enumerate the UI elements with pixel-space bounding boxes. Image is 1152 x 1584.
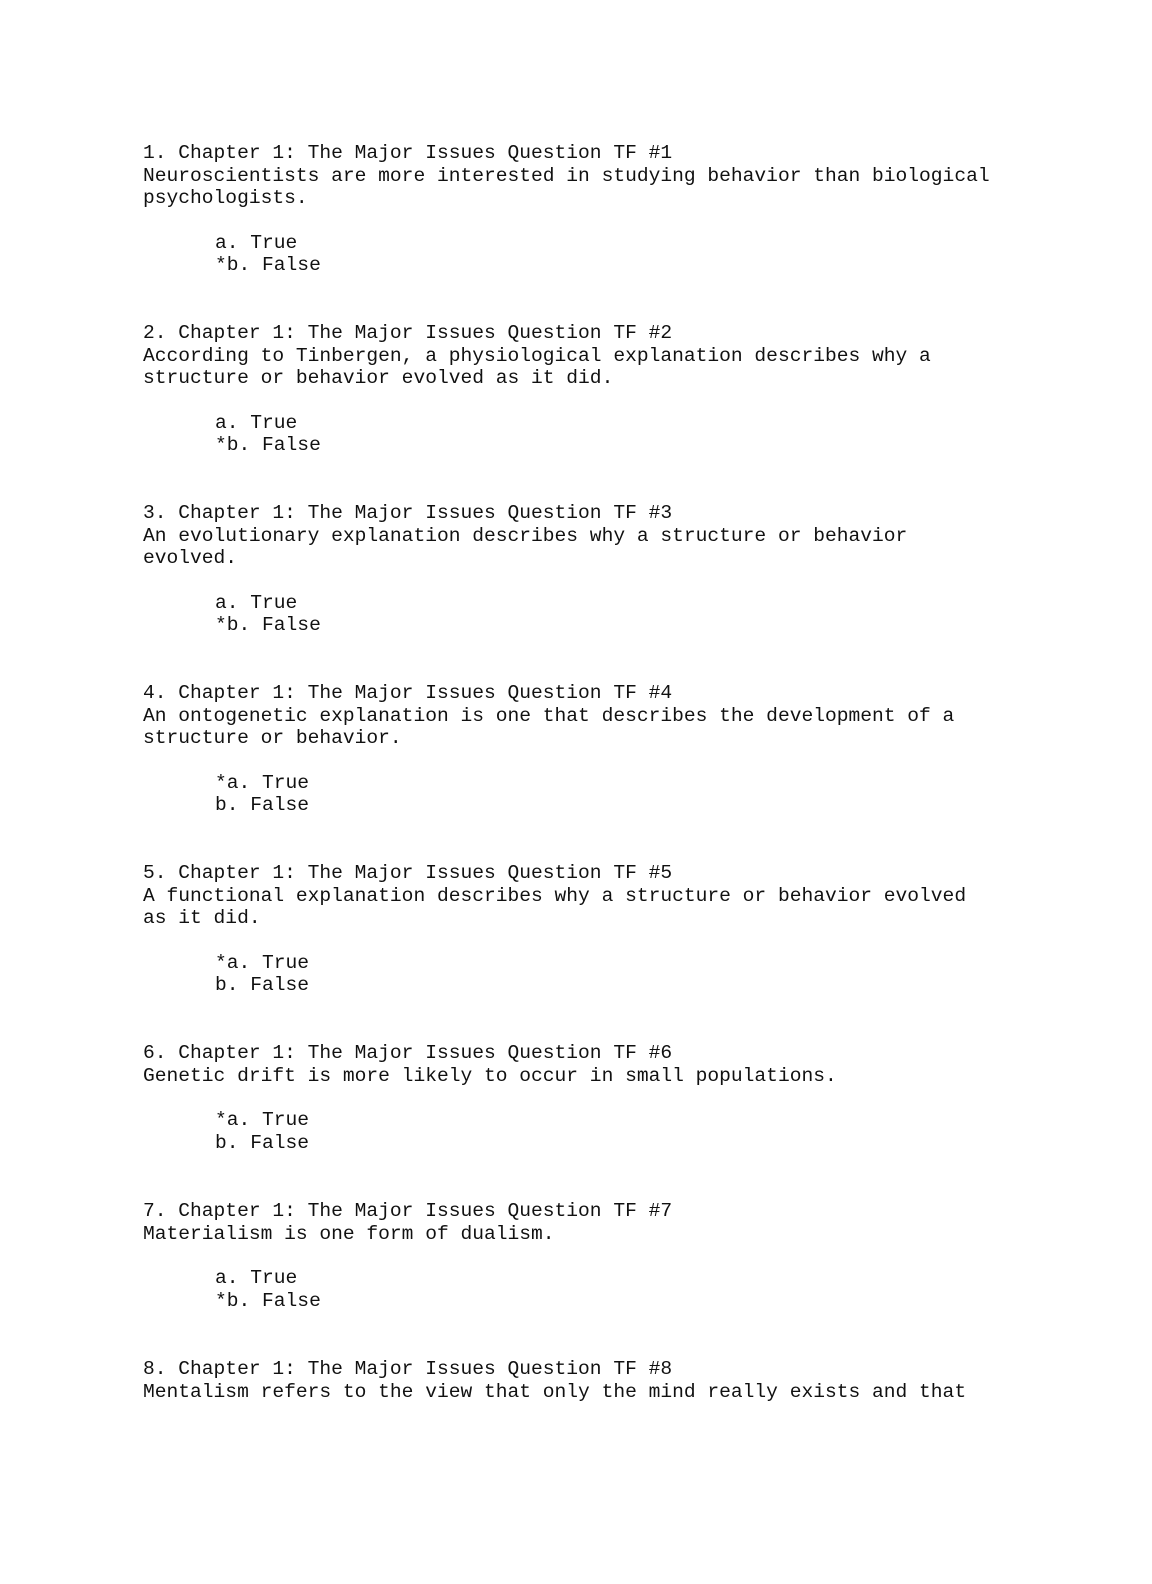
option-a: a. True [215,411,298,434]
option-a: *a. True [215,771,310,794]
option-a: a. True [215,231,298,254]
question-title: 6. Chapter 1: The Major Issues Question TF #6 [143,1042,673,1064]
option-b: *b. False [215,1289,321,1312]
option-a: *a. True [215,951,310,974]
answer-options [143,1267,1003,1312]
option-b: b. False [215,794,310,816]
option-b: *b. False [215,614,321,636]
question-text: A functional explanation describes why a structure or behavior evolved as it did. [143,884,978,929]
question-text: Materialism is one form of dualism. [143,1222,555,1245]
answer-options [143,592,933,637]
question-text: Mentalism refers to the view that only the mind really exists and that [143,1380,967,1403]
answer-options [143,412,963,457]
question-title: 8. Chapter 1: The Major Issues Question TF #8 [143,1358,673,1380]
answer-options [143,232,1003,277]
question-5 [143,862,993,997]
question-text: According to Tinbergen, a physiological explanation describes why a structure or behavior evolved as it did. [143,344,943,389]
question-8 [143,1358,1023,1403]
answer-options [143,1109,1003,1154]
question-text: Neuroscientists are more interested in studying behavior than biological psychologists. [143,164,1002,209]
option-b: *b. False [215,254,321,276]
question-title: 7. Chapter 1: The Major Issues Question TF #7 [143,1200,673,1222]
question-text: An ontogenetic explanation is one that describes the development of a structure or behavior. [143,704,967,749]
question-4 [143,682,983,817]
question-title: 1. Chapter 1: The Major Issues Question TF #1 [143,142,673,164]
option-a: a. True [215,591,298,614]
question-6 [143,1042,1003,1154]
option-b: b. False [215,1131,310,1154]
question-2 [143,322,963,457]
answer-options [143,772,983,817]
question-title: 5. Chapter 1: The Major Issues Question TF #5 [143,862,673,884]
option-b: *b. False [215,434,321,456]
option-a: *a. True [215,1109,310,1131]
question-title: 3. Chapter 1: The Major Issues Question TF #3 [143,502,673,524]
question-3 [143,502,933,637]
question-text: An evolutionary explanation describes why a structure or behavior evolved. [143,524,920,569]
question-title: 2. Chapter 1: The Major Issues Question TF #2 [143,322,673,344]
option-a: a. True [215,1267,298,1289]
question-7 [143,1200,1003,1312]
answer-options [143,952,993,997]
option-b: b. False [215,974,310,996]
question-text: Genetic drift is more likely to occur in small populations. [143,1064,837,1087]
question-title: 4. Chapter 1: The Major Issues Question TF #4 [143,682,673,704]
question-1 [143,142,1003,277]
